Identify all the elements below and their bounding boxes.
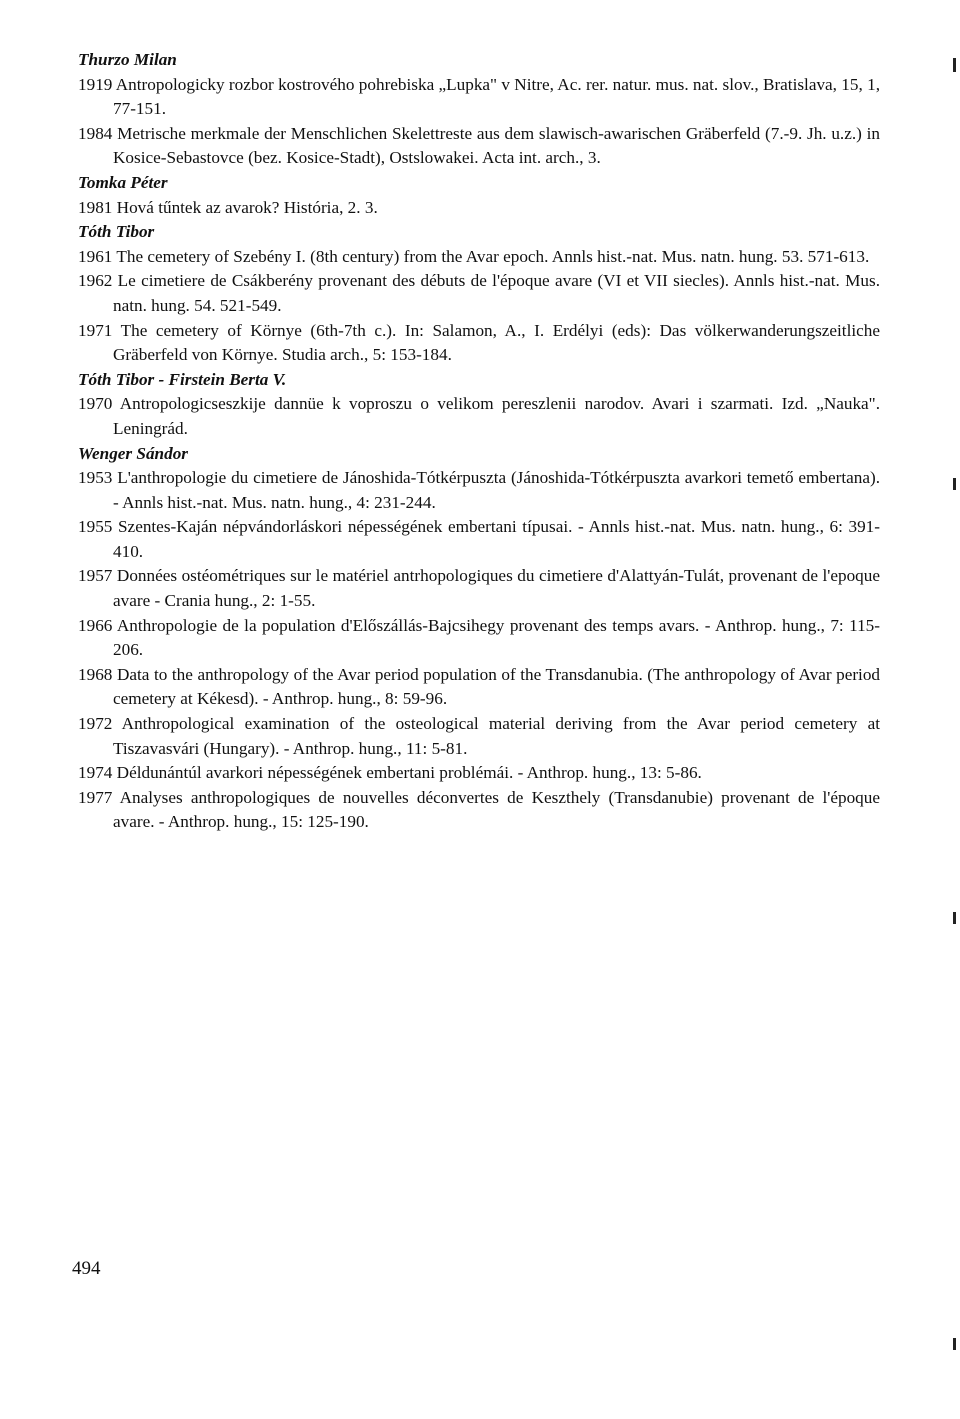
entry-year: 1957 [78,566,113,586]
entry-text: The cemetery of Szebény I. (8th century) from the Avar epoch. Annls hist.-nat. Mus. natn. hung. 53. 571-613. [116,246,870,266]
entry-text: Analyses anthropologiques de nouvelles déconvertes de Keszthely (Transdanubie) provenant de l'époque avare. - Anthrop. hung., 15: 125-190. [113,787,880,832]
bibliography-entry [78,73,880,122]
author-name: Tomka Péter [78,172,168,192]
entry-text: The cemetery of Környe (6th-7th c.). In: Salamon, A., I. Erdélyi (eds): Das völkerwanderungszeitliche Gräberfeld von Környe. Studia arch., 5: 153-184. [113,320,880,365]
entry-year: 1966 [78,615,113,635]
page-number: 494 [72,1258,101,1279]
entry-year: 1919 [78,74,113,94]
bibliography-entry [78,614,880,663]
entry-text: L'anthropologie du cimetiere de Jánoshida-Tótkérpuszta (Jánoshida-Tótkérpuszta avarkori temető embertana). - Annls hist.-nat. Mus. natn. hung., 4: 231-244. [113,468,880,512]
entry-year: 1974 [78,763,113,783]
author-name: Tóth Tibor [78,222,155,242]
entry-year: 1972 [78,714,113,734]
bibliography-entry [78,466,880,515]
entry-text: Anthropological examination of the osteological material deriving from the Avar period cemetery at Tiszavasvári (Hungary). - Anthrop. hung., 11: 5-81. [113,714,880,758]
entry-year: 1984 [78,123,113,143]
bibliography [78,48,880,835]
bibliography-entry [78,786,880,835]
bibliography-entry [78,712,880,761]
scan-mark [953,912,956,924]
scan-mark [953,478,956,490]
bibliography-entry [78,564,880,613]
bibliography-entry [78,245,880,270]
entry-text: Antropologicky rozbor kostrového pohrebiska „Lupka" v Nitre, Ac. rer. natur. mus. nat. slov., Bratislava, 15, 1, 77-151. [113,74,880,119]
entry-year: 1961 [78,246,113,266]
entry-text: Metrische merkmale der Menschlichen Skelettreste aus dem slawisch-awarischen Gräberfeld (7.-9. Jh. u.z.) in Kosice-Sebastovce (bez. Kosice-Stadt), Ostslowakei. Acta int. arch., 3. [113,123,881,168]
entry-year: 1955 [78,517,113,537]
bibliography-entry [78,122,880,171]
entry-text: Données ostéométriques sur le matériel antrhopologiques du cimetiere d'Alattyán-Tulát, provenant de l'epoque avare - Crania hung., 2: 1-55. [113,566,881,611]
bibliography-entry [78,392,880,441]
author-name: Tóth Tibor - Firstein Berta V. [78,369,287,389]
entry-year: 1977 [78,787,113,807]
entry-year: 1968 [78,664,113,684]
author-name: Thurzo Milan [78,50,177,69]
bibliography-entry [78,515,880,564]
bibliography-entry [78,761,880,786]
entry-text: Data to the anthropology of the Avar period population of the Transdanubia. (The anthropology of Avar period cemetery at Kékesd). - Anthrop. hung., 8: 59-96. [113,664,881,709]
entry-text: Hová tűntek az avarok? História, 2. 3. [116,197,378,217]
entry-year: 1970 [78,394,113,414]
scan-mark [953,1338,956,1350]
scan-mark [953,58,956,72]
bibliography-entry [78,269,880,318]
entry-year: 1953 [78,468,113,488]
entry-year: 1971 [78,320,113,340]
entry-text: Szentes-Kaján népvándorláskori népességének embertani típusai. - Annls hist.-nat. Mus. natn. hung., 6: 391-410. [113,517,880,561]
bibliography-entry [78,319,880,368]
entry-text: Le cimetiere de Csákberény provenant des débuts de l'époque avare (VI et VII siecles). Annls hist.-nat. Mus. natn. hung. 54. 521-549. [113,271,880,315]
bibliography-entry [78,663,880,712]
bibliography-entry [78,196,880,221]
author-name: Wenger Sándor [78,443,188,463]
entry-year: 1962 [78,271,113,291]
entry-text: Anthropologie de la population d'Előszállás-Bajcsihegy provenant des temps avars. - Anthrop. hung., 7: 115-206. [113,615,880,660]
entry-text: Antropologicseszkije dannüe k voproszu o velikom pereszlenii narodov. Avari i szarmati. Izd. „Nauka". Leningrád. [113,394,880,438]
entry-text: Déldunántúl avarkori népességének embertani problémái. - Anthrop. hung., 13: 5-86. [116,763,702,783]
entry-year: 1981 [78,197,113,217]
